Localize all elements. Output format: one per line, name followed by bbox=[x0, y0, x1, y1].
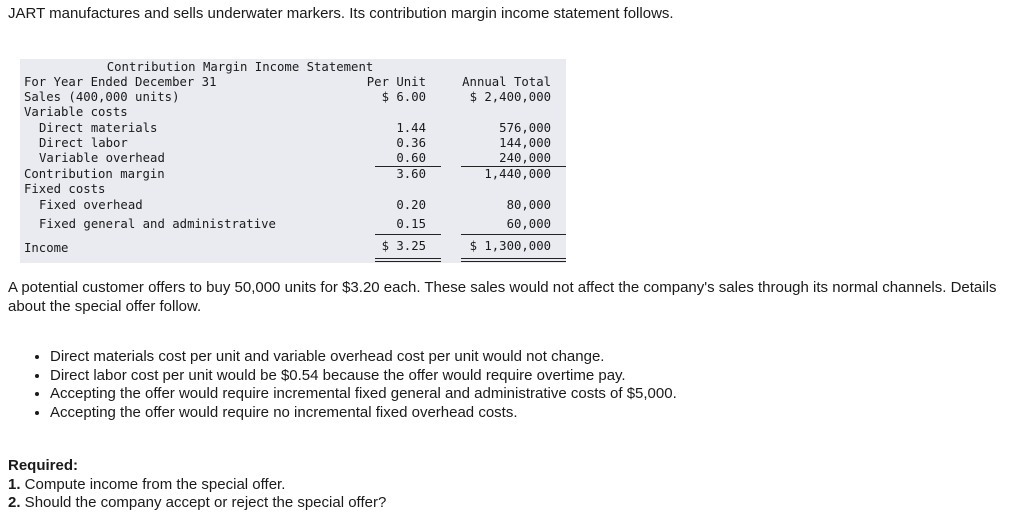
row-label-fixed-general-admin: Fixed general and administrative bbox=[39, 217, 276, 231]
per-unit-direct-labor: 0.36 bbox=[396, 136, 426, 150]
row-label-contribution-margin: Contribution margin bbox=[24, 167, 165, 181]
required-item-number: 1. bbox=[8, 475, 21, 493]
annual-fixed-general-admin: 60,000 bbox=[506, 217, 551, 231]
per-unit-variable-overhead: 0.60 bbox=[396, 151, 426, 165]
statement-title: Contribution Margin Income Statement bbox=[106, 60, 374, 74]
required-item-text: Should the company accept or reject the special offer? bbox=[20, 494, 387, 511]
per-unit-direct-materials: 1.44 bbox=[396, 121, 426, 135]
row-label-variable-costs: Variable costs bbox=[24, 105, 128, 119]
per-unit-fixed-overhead: 0.20 bbox=[396, 198, 426, 212]
list-item: • Direct labor cost per unit would be $0.54 because the offer would require overtime pay. bbox=[50, 367, 677, 386]
per-unit-header: Per Unit bbox=[366, 75, 426, 89]
annual-income: $ 1,300,000 bbox=[469, 239, 551, 253]
required-item-text: Compute income from the special offer. bbox=[20, 475, 286, 493]
offer-details-list bbox=[30, 348, 677, 422]
row-label-fixed-overhead: Fixed overhead bbox=[39, 198, 143, 212]
per-unit-income: $ 3.25 bbox=[381, 239, 426, 253]
annual-sales: $ 2,400,000 bbox=[469, 90, 551, 104]
statement-period: For Year Ended December 31 bbox=[24, 75, 217, 89]
per-unit-fixed-general-admin: 0.15 bbox=[396, 217, 426, 231]
double-rule-per-unit bbox=[375, 258, 441, 262]
list-item: • Accepting the offer would require incremental fixed general and administrative costs of $5,000. bbox=[50, 385, 677, 404]
per-unit-contribution-margin: 3.60 bbox=[396, 167, 426, 181]
row-label-fixed-costs: Fixed costs bbox=[24, 182, 106, 196]
required-item-1 bbox=[8, 476, 386, 495]
total-rule-annual bbox=[461, 234, 566, 235]
annual-fixed-overhead: 80,000 bbox=[506, 198, 551, 212]
row-label-direct-materials: Direct materials bbox=[39, 121, 158, 135]
row-label-sales: Sales (400,000 units) bbox=[24, 90, 180, 104]
intro-text: JART manufactures and sells underwater markers. Its contribution margin income statement follows. bbox=[8, 5, 674, 22]
income-statement-table bbox=[20, 59, 566, 263]
annual-contribution-margin: 1,440,000 bbox=[484, 167, 551, 181]
total-rule-per-unit bbox=[375, 234, 441, 235]
row-label-variable-overhead: Variable overhead bbox=[39, 151, 165, 165]
row-label-income: Income bbox=[24, 241, 69, 255]
list-item: • Direct materials cost per unit and variable overhead cost per unit would not change. bbox=[50, 348, 677, 367]
required-item-2 bbox=[8, 494, 386, 513]
annual-direct-materials: 576,000 bbox=[499, 121, 551, 135]
annual-variable-overhead: 240,000 bbox=[499, 151, 551, 165]
row-label-direct-labor: Direct labor bbox=[39, 136, 128, 150]
double-rule-annual bbox=[461, 258, 566, 262]
annual-direct-labor: 144,000 bbox=[499, 136, 551, 150]
list-item: • Accepting the offer would require no incremental fixed overhead costs. bbox=[50, 404, 677, 423]
required-heading: Required: bbox=[8, 457, 79, 474]
required-item-number: 2. bbox=[8, 494, 21, 511]
required-section bbox=[8, 457, 386, 513]
offer-paragraph: A potential customer offers to buy 50,000 units for $3.20 each. These sales would not affect the company's sales through its normal channels. Details about the special offer follow. bbox=[8, 279, 997, 315]
per-unit-sales: $ 6.00 bbox=[381, 90, 426, 104]
annual-total-header: Annual Total bbox=[462, 75, 551, 89]
